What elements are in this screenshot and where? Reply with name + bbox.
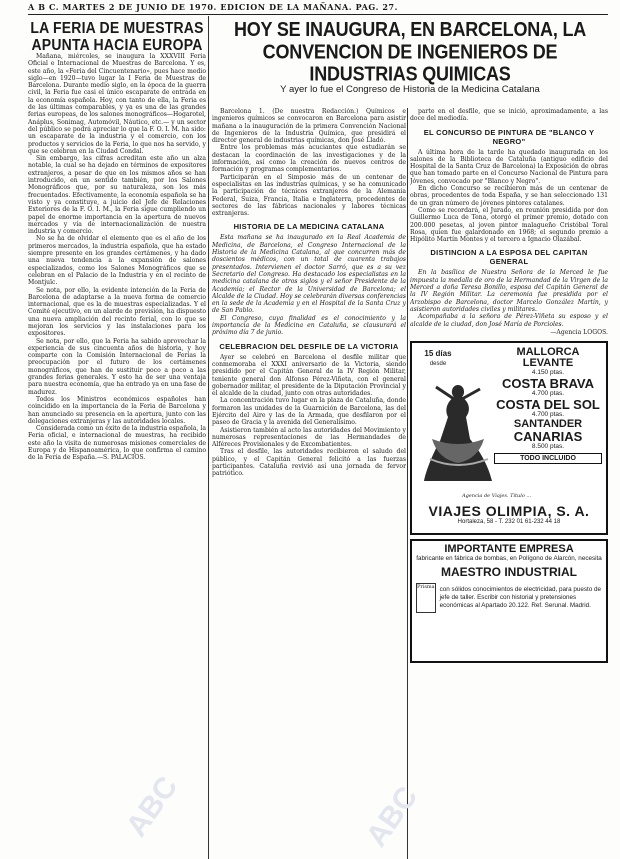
painting-article-body [410, 149, 608, 244]
price-costa-brava: 4.700 ptas. [531, 389, 565, 397]
main-article-header [212, 16, 608, 108]
left-para: Mañana, miércoles, se inaugura la XXXVIII Feria Oficial e Internacional de Muestras de Barcelona. Y es, este año, la «Feria del Cincuentenario», pues hace medio siglo—en 1920—tuvo lugar la I Feria de Muestras de Barcelona. Durante medio siglo, en la época de la guerra civil, la Feria fue casi el único escaparate de entrada en la economía española. Hoy, con tanto de ella, la Feria es de las últimas comparables, y ya es una de las grandes ferias europeas, de los salones monográficos—Hogarotel, Anáplus, Sonimag, Automóvil, Náutico, etc.— y un sector del público se podrá apreciar lo que la F. O. I. M. ha sido: un escaparate de la industria y el comercio, con los productos y servicios de la Feria, lo que nos ha servido, y que se celebran en la Ciudad Condal. [28, 53, 206, 155]
abc-watermark: ABC [119, 770, 185, 843]
prisma-logo: Prisma [416, 583, 436, 613]
subhead-painting-contest: EL CONCURSO DE PINTURA DE "BLANCO Y NEGRO" [423, 127, 595, 146]
medicine-para: Esta mañana se ha inaugurado en la Real Academia de Medicina, de Barcelona, el Congreso Internacional de la Historia de la Medicina Catalana, al que concurren más de doscientos médicos, con un total de cuarenta trabajos presentados. Intervienen el doctor Sarró, que es a su vez Secretario del Congreso. Ha destacado los especialistas en la medicina catalana de otros siglos y el señor Presidente de la Academia; el Rector de la Universidad de Barcelona; el Alcalde de la Ciudad. Hoy se celebrarán diversas conferencias en la sede de la Academia y en el Hospital de la Santa Cruz y de San Pablo. [212, 234, 406, 315]
ad-days: 15 días [424, 348, 452, 358]
left-para: Se nota, por ello, que la Feria ha sabido aprovechar la experiencia de sus cincuenta años de historia, y hoy comparte con la Comisión Internacional de Ferias la preocupación por el futuro de los certámenes monográficos, que han de sustituir poco a poco a las grandes ferias generales. Y esto ha de ser una ventaja para nuestra economía, que ha entrado ya en una fase de madurez. [28, 337, 206, 396]
flamenco-dancer-illustration [418, 379, 498, 484]
job-ad-body: con sólidos conocimientos de electricidad, para puesto de jefe de taller. Escribir con historial y pretensiones económicas al Apartado 20.122. Ref. Serunal. Madrid. [439, 585, 602, 609]
ad-duration [416, 349, 460, 369]
subhead-history-medicine: HISTORIA DE LA MEDICINA CATALANA [233, 222, 385, 232]
destination-santander: SANTANDER [513, 417, 583, 430]
chem-para: Participarán en el Simposio más de un centenar de especialistas en las industrias químicas, y se ha comunicado la participación de técnicos extranjeros de la Alemania Federal, Suiza, Francia, Italia e Inglaterra, procedentes de sectores de las fábricas nacionales y labores técnicas extranjeras. [212, 173, 406, 218]
right-column [410, 108, 608, 859]
distinction-article-body [410, 269, 608, 327]
distinction-para: En la basílica de Nuestra Señora de la Merced le fue impuesta la medalla de oro de la Hermandad de la Virgen de la Merced a doña Teresa Bonillo, esposa del Capitán General de la IV Región Militar. La ceremonia fue presidida por el Arzobispo de Barcelona, doctor Marcelo González Martín, y asistieron autoridades civiles y militares. [410, 269, 608, 313]
job-ad-body-row [416, 583, 602, 613]
ad-from: desde [429, 360, 447, 367]
parade-cont-para: parte en el desfile, que se inició, aproximadamente, a las doce del mediodía. [410, 108, 608, 123]
left-headline: LA FERIA DE MUESTRAS APUNTA HACIA EUROPA [30, 17, 204, 54]
destination-costa-del-sol: COSTA DEL SOL [496, 396, 600, 412]
main-deck: Y ayer lo fue el Congreso de Historia de la Medicina Catalana [280, 84, 540, 95]
ad-company-address: Hortaleza, 58 - T. 232 01 61-232 44 18 [457, 518, 561, 525]
abc-watermark: ABC [359, 780, 425, 853]
job-ad-title: IMPORTANTE EMPRESA [444, 542, 574, 555]
ad-company-name: VIAJES OLIMPIA, S. A. [428, 502, 590, 519]
price-costa-del-sol: 4.700 ptas. [531, 410, 565, 418]
parade-para: Tras el desfile, las autoridades recibieron el saludo del público, y el Capitán General felicitó a las fuerzas participantes. Cataluña revivió así una jornada de fervor patriótico. [212, 448, 406, 478]
left-column [28, 16, 206, 859]
column-divider [208, 16, 209, 859]
all-included-label: TODO INCLUIDO [494, 453, 602, 464]
job-ad-role: MAESTRO INDUSTRIAL [441, 564, 577, 579]
parade-para: Asistieron también al acto las autoridades del Movimiento y numerosas representaciones de las Hermandades de Alféreces Provisionales y de Excombatientes. [212, 426, 406, 449]
left-para: Considerada como un éxito de la industria española, la Feria oficial, e internacional de muestras, ha recibido este año la visita de numerosas misiones comerciales de Europa y de Hispanoamérica, lo que confirma el camino de la Feria de España.—S. PALACIOS. [28, 425, 206, 462]
left-para: No se ha de olvidar el elemento que es el año de los primeros mercados, la industria española, que ha estado siempre presente en los grandes certámenes, y ha dado una nueva tendencia a la expansión de salones especializados, como los Salones Monográficos que se celebran en el Palacio de la Industria y en el recinto de Montjuïc. [28, 235, 206, 287]
painting-para: A última hora de la tarde ha quedado inaugurada en los salones de la Biblioteca de Cataluña (antiguo edificio del Hospital de la Santa Cruz de Barcelona) la Exposición de obras que han tomado parte en el Concurso Nacional de Pintura para Jóvenes, convocado por "Blanco y Negro". [410, 148, 608, 185]
left-para: Sin embargo, las cifras acreditan este año un alza notable, la cual se ha dejado en términos de expositores extranjeros, a pesar de que en los mismos años se han introducido, en un sentido también, por los Salones Monográficos que, por su naturaleza, son los más frecuentados. Efectivamente, la economía española se ha visto y ya constituye, a juicio del Jefe de Relaciones Exteriores de la F. O. I. M., la Feria sigue cumpliendo un papel de enorme importancia en la apertura de nuevos mercados y vía de internacionalización de nuestra industria y comercio. [28, 155, 206, 236]
travel-advertisement [410, 341, 608, 535]
left-article-body [28, 53, 206, 462]
left-para: Se nota, por ello, la evidente intención de la Feria de Barcelona de adaptarse a la nueva forma de comercio internacional, que es la de muestras especializadas. Y el Comité ejecutivo, en un alarde de previsión, ha dispuesto una nueva ampliación del recinto ferial, con lo que se mejoran los servicios y las instalaciones para los expositores. [28, 286, 206, 338]
destination-canarias: CANARIAS [513, 428, 583, 444]
subhead-victory-parade: CELEBRACION DEL DESFILE DE LA VICTORIA [219, 341, 399, 351]
ad-agency-note: Agencia de Viajes. Título ... [462, 492, 532, 499]
painting-para: Como se recordará, el Jurado, en reunión presidida por don Guillermo Luca de Tena, otorgó el primer premio, dotado con 200.000 pesetas, al joven pintor malagueño Cristóbal Toral Rosa, quien fue galardonado en 1968; el segundo premio a Hipólito Martín Montes y el tercero a Ignacio Olazábal. [410, 206, 608, 244]
chem-para: Barcelona 1. (De nuestra Redacción.) Químicos e ingenieros químicos se convocaron en Barcelona para asistir mañana a la inauguración de la primera Convención Nacional de Ingenieros de la Industria Química, que presidirá el director general de industrias químicas, don José Lladó. [212, 108, 406, 145]
price-levante: 4.150 ptas. [531, 368, 565, 376]
chem-article-body [212, 108, 406, 217]
parade-article-body [212, 354, 406, 478]
distinction-para: Acompañaba a la señora de Pérez-Viñeta su esposo y el alcalde de la ciudad, don José María de Porcioles. [410, 313, 608, 328]
painting-para: En dicho Concurso se recibieron más de un centenar de obras, procedentes de toda España, y se han seleccionado 131 de un gran número de jóvenes pintores catalanes. [410, 185, 608, 207]
parade-para: La concentración tuvo lugar en la plaza de Cataluña, donde formaron las unidades de la Guarnición de Barcelona, las del Ejército del Aire y las de la Armada, que desfilaron por el paseo de Gracia y la avenida del Generalísimo. [212, 397, 406, 427]
job-ad-lead: fabricante en fábrica de bombas, en Polígono de Alarcón, necesita [416, 554, 602, 562]
destination-costa-brava: COSTA BRAVA [502, 375, 594, 391]
parade-continuation [410, 108, 608, 123]
middle-column [212, 108, 406, 859]
medicine-article-body [212, 234, 406, 336]
subhead-distinction: DISTINCION A LA ESPOSA DEL CAPITAN GENERAL [430, 248, 588, 267]
page-header: A B C. MARTES 2 DE JUNIO DE 1970. EDICION DE LA MAÑANA. PAG. 27. [28, 2, 399, 12]
header-rule [28, 14, 608, 15]
parade-para: Ayer se celebró en Barcelona el desfile militar que conmemoraba el XXXI aniversario de la Victoria, siendo presidido por el Capitán General de la IV Región Militar, teniente general don Alfonso Pérez-Viñeta, con el general gobernador militar, el presidente de la Diputación Provincial y el alcalde de la ciudad, junto con otras autoridades. [212, 353, 406, 398]
main-headline: HOY SE INAUGURA, EN BARCELONA, LA CONVENCION DE INGENIEROS DE INDUSTRIAS QUIMICAS [233, 18, 587, 86]
chem-para: Entre los problemas más acuciantes que estudiarán se destacan la coordinación de las investigaciones y de la información, así como la creación de nuevos centros de formación y programas complementarios. [212, 144, 406, 174]
ad-destinations [494, 347, 602, 464]
destination-levante: LEVANTE [522, 356, 574, 369]
left-para: Todos los Ministros económicos españoles han coincidido en la importancia de la Feria de Barcelona y han anunciado su presencia en la apertura, junto con las delegaciones extranjeras y las autoridades locales. [28, 395, 206, 425]
job-advertisement [410, 539, 608, 663]
agency-signature: —Agencia LOGOS. [550, 328, 608, 336]
price-canarias: 8.500 ptas. [531, 442, 565, 450]
column-divider [407, 108, 408, 859]
medicine-para: El Congreso, cuya finalidad es el conocimiento y la importancia de la Medicina en Cataluña, se clausurará el próximo día 7 de junio. [212, 314, 406, 337]
destination-mallorca: MALLORCA [516, 345, 580, 358]
